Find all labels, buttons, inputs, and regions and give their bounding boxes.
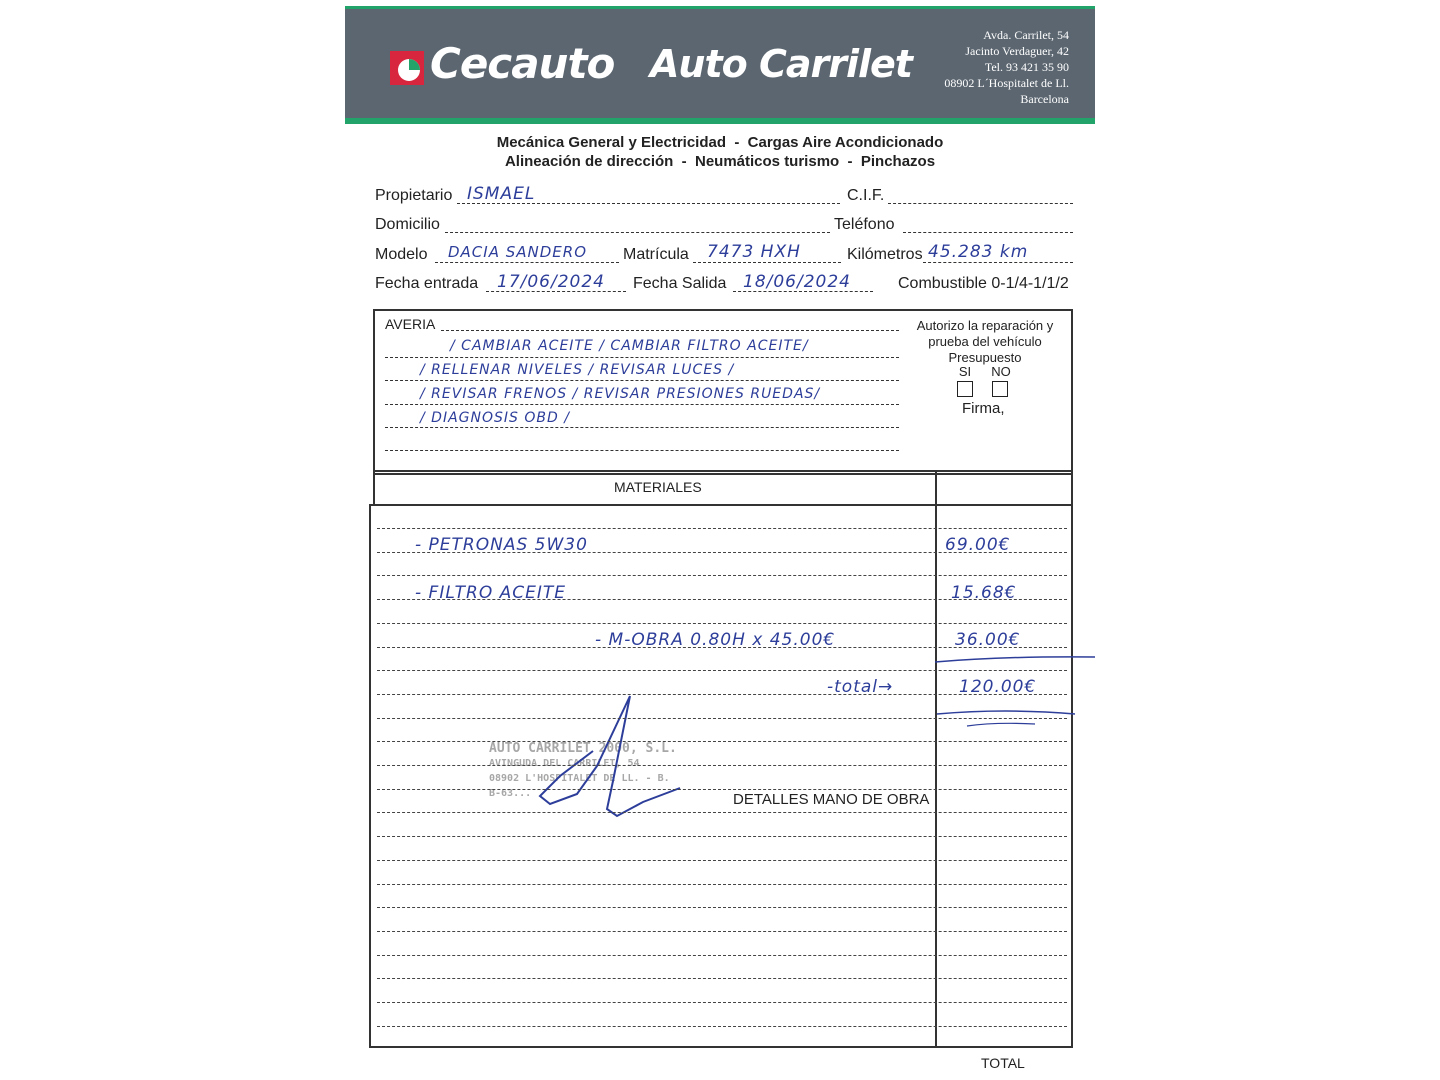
services-line-2: Alineación de dirección - Neumáticos turismo - Pinchazos — [504, 153, 936, 170]
company-header — [345, 6, 1095, 124]
cif-label: C.I.F. — [847, 187, 885, 204]
firma-label: Firma, — [962, 400, 1005, 417]
fecha-entrada-value: 17/06/2024 — [497, 272, 605, 292]
ruled-line — [377, 694, 1067, 695]
modelo-line — [435, 262, 619, 263]
averia-line-text: / RELLENAR NIVELES / REVISAR LUCES / — [420, 362, 735, 378]
material-desc: - M-OBRA 0.80H x 45.00€ — [595, 630, 836, 650]
matricula-value: 7473 HXH — [707, 242, 801, 262]
material-amount: 15.68€ — [951, 583, 1017, 603]
ruled-line — [377, 812, 1067, 813]
material-amount: 36.00€ — [955, 630, 1021, 650]
ruled-line — [377, 884, 1067, 885]
averia-line — [385, 427, 899, 428]
authorization-line: Presupuesto — [948, 350, 1022, 365]
ruled-line — [377, 647, 1067, 648]
averia-line-text: / CAMBIAR ACEITE / CAMBIAR FILTRO ACEITE/ — [450, 338, 809, 354]
ruled-line — [377, 765, 1067, 766]
averia-line — [385, 404, 899, 405]
ruled-line — [377, 1026, 1067, 1027]
ruled-line — [377, 860, 1067, 861]
total-label: TOTAL — [981, 1055, 1025, 1071]
ruled-line — [377, 575, 1067, 576]
labor-details-label: DETALLES MANO DE OBRA — [733, 791, 930, 808]
fecha-entrada-label: Fecha entrada — [375, 275, 479, 292]
stamp-line: B-63... — [489, 788, 532, 799]
kilometros-line — [923, 262, 1073, 263]
ruled-line — [377, 552, 1067, 553]
services-line-1: Mecánica General y Electricidad - Cargas Aire Acondicionado — [496, 134, 944, 151]
material-desc: - PETRONAS 5W30 — [415, 535, 588, 555]
stamp-line: 08902 L'HOSPITALET DE LL. - B. — [489, 773, 670, 784]
ruled-line — [377, 718, 1067, 719]
ruled-line — [377, 670, 1067, 671]
address-line: Jacinto Verdaguer, 42 — [965, 44, 1069, 58]
averia-line-text: / REVISAR FRENOS / REVISAR PRESIONES RUEDAS/ — [420, 386, 821, 402]
authorization-line: Autorizo la reparación y — [916, 318, 1054, 333]
company-address — [944, 27, 1069, 107]
ruled-line — [377, 836, 1067, 837]
materiales-header-row — [373, 470, 1073, 506]
stamp-line: AUTO CARRILET 2000, S.L. — [489, 741, 677, 756]
ruled-line — [377, 741, 1067, 742]
address-line: 08902 L´Hospitalet de Ll. — [944, 76, 1069, 90]
amount-column-divider — [935, 470, 937, 1048]
combustible-label: Combustible 0-1/4-1/1/2 — [898, 275, 1069, 292]
stamp-line: AVINGUDA DEL CARRILET, 54 — [489, 758, 640, 769]
no-checkbox[interactable] — [992, 381, 1008, 397]
propietario-value: ISMAEL — [467, 184, 536, 204]
address-line: Avda. Carrilet, 54 — [983, 28, 1069, 42]
brand-cecauto: Cecauto — [430, 39, 615, 88]
company-stamp — [489, 741, 677, 801]
authorization-line: prueba del vehículo — [928, 334, 1042, 349]
no-label: NO — [991, 364, 1011, 379]
ruled-line — [377, 931, 1067, 932]
total-handwritten-amount: 120.00€ — [959, 677, 1037, 697]
fecha-salida-value: 18/06/2024 — [743, 272, 851, 292]
averia-line-text: / DIAGNOSIS OBD / — [420, 410, 570, 426]
domicilio-line — [445, 232, 830, 233]
matricula-label: Matrícula — [623, 246, 689, 263]
material-desc: - FILTRO ACEITE — [415, 583, 567, 603]
ruled-line — [377, 955, 1067, 956]
total-handwritten-label: -total→ — [827, 677, 894, 697]
address-line: Tel. 93 421 35 90 — [984, 60, 1069, 74]
fecha-salida-label: Fecha Salida — [633, 275, 727, 292]
averia-line — [385, 380, 899, 381]
averia-line — [385, 450, 899, 451]
ruled-line — [377, 907, 1067, 908]
si-checkbox[interactable] — [957, 381, 973, 397]
ruled-line — [377, 978, 1067, 979]
matricula-line — [693, 262, 841, 263]
materiales-header: MATERIALES — [614, 479, 702, 495]
cif-line — [888, 203, 1073, 204]
averia-line — [441, 330, 899, 331]
ruled-line — [377, 528, 1067, 529]
kilometros-value: 45.283 km — [928, 242, 1029, 262]
telefono-label: Teléfono — [834, 216, 895, 233]
averia-line — [385, 357, 899, 358]
modelo-label: Modelo — [375, 246, 428, 263]
repair-order-sheet — [345, 6, 1095, 1080]
cecauto-logo-icon — [390, 51, 424, 85]
ruled-line — [377, 623, 1067, 624]
propietario-label: Propietario — [375, 187, 453, 204]
si-label: SI — [958, 364, 972, 379]
averia-label: AVERIA — [385, 316, 436, 332]
ruled-line — [377, 789, 1067, 790]
ruled-line — [377, 599, 1067, 600]
address-line: Barcelona — [1020, 92, 1069, 106]
kilometros-label: Kilómetros — [847, 246, 923, 263]
domicilio-label: Domicilio — [375, 216, 440, 233]
telefono-line — [903, 232, 1073, 233]
authorization-text — [905, 318, 1065, 366]
ruled-line — [377, 1002, 1067, 1003]
material-amount: 69.00€ — [945, 535, 1011, 555]
brand-auto-carrilet: Auto Carrilet — [650, 42, 912, 86]
modelo-value: DACIA SANDERO — [448, 243, 587, 261]
